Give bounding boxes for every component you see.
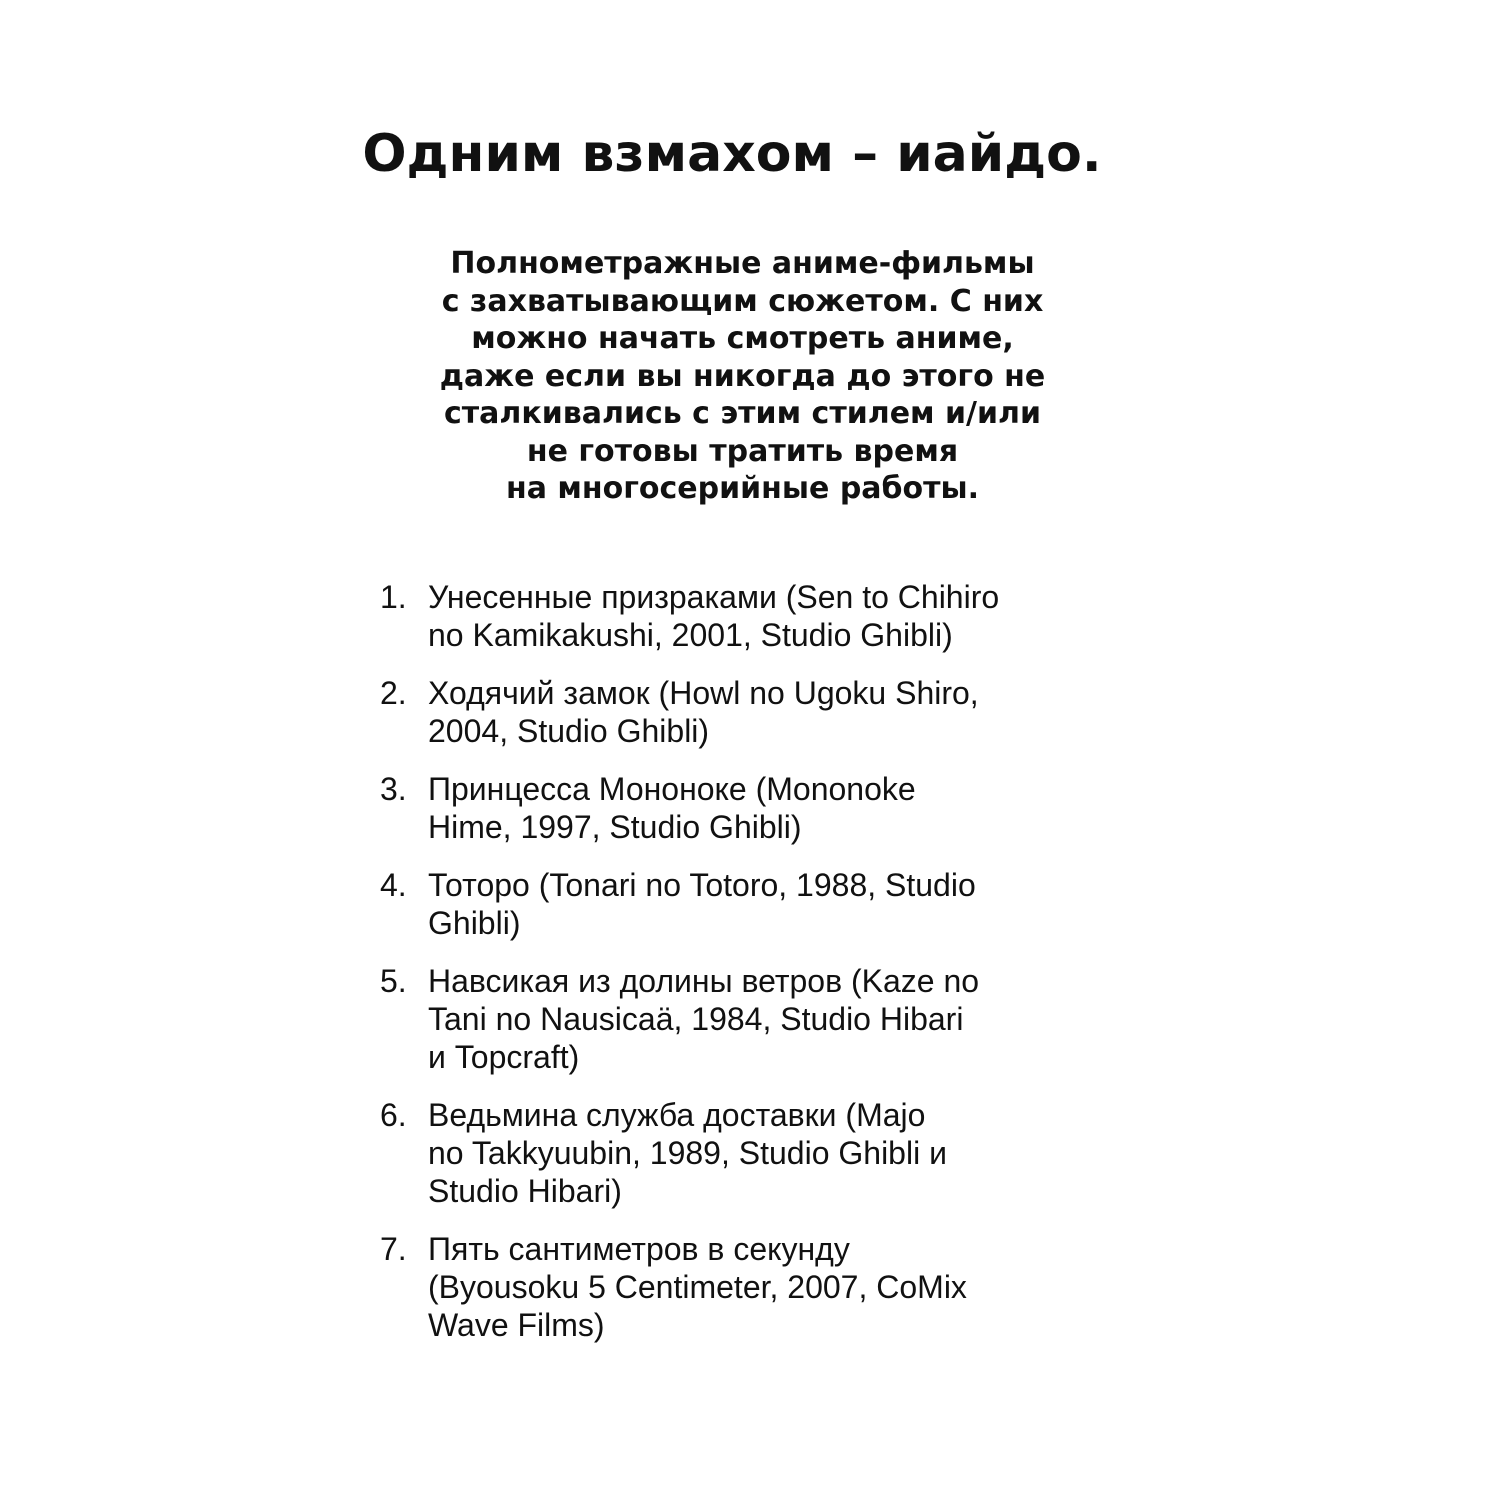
intro-line: с захватывающим сюжетом. С них bbox=[441, 283, 1044, 319]
list-item-line: no Takkyuubin, 1989, Studio Ghibli и bbox=[428, 1135, 947, 1171]
list-item-line: (Byousoku 5 Centimeter, 2007, CoMix bbox=[428, 1269, 967, 1305]
list-item-line: Навсикая из долины ветров (Kaze no bbox=[428, 963, 980, 999]
intro-line: не готовы тратить время bbox=[526, 433, 959, 469]
list-item-line: Тоторо (Tonari no Totoro, 1988, Studio bbox=[428, 867, 976, 903]
list-item bbox=[380, 962, 1120, 1076]
list-item-text bbox=[418, 674, 1120, 750]
list-item-number: 7. bbox=[380, 1231, 407, 1267]
list-item bbox=[380, 1230, 1120, 1344]
list-item-line: Принцесса Мононоке (Mononoke bbox=[428, 771, 916, 807]
list-item-line: Унесенные призраками (Sen to Chihiro bbox=[428, 579, 1000, 615]
film-list bbox=[380, 578, 1120, 1364]
list-item-text bbox=[418, 1096, 1120, 1210]
page-title: Одним взмахом – иайдо. bbox=[362, 124, 1102, 184]
intro-line: на многосерийные работы. bbox=[505, 471, 980, 506]
intro-line: даже если вы никогда до этого не bbox=[439, 358, 1046, 394]
list-item-number: 1. bbox=[380, 579, 407, 615]
list-item-text bbox=[418, 770, 1120, 846]
list-item-line: Ghibli) bbox=[428, 905, 521, 941]
intro-paragraph bbox=[340, 245, 1145, 508]
list-item-number: 4. bbox=[380, 867, 407, 903]
list-item bbox=[380, 1096, 1120, 1210]
list-item-line: Пять сантиметров в секунду bbox=[428, 1231, 850, 1267]
list-item bbox=[380, 578, 1120, 654]
list-item-line: Hime, 1997, Studio Ghibli) bbox=[428, 809, 802, 845]
list-item-line: Studio Hibari) bbox=[428, 1173, 622, 1209]
list-item-line: 2004, Studio Ghibli) bbox=[428, 713, 710, 749]
list-item-line: Ведьмина служба доставки (Majo bbox=[428, 1097, 926, 1133]
list-item-text bbox=[418, 866, 1120, 942]
list-item bbox=[380, 674, 1120, 750]
list-item-text bbox=[418, 962, 1120, 1076]
list-item-line: Wave Films) bbox=[428, 1307, 605, 1343]
list-item bbox=[380, 770, 1120, 846]
list-item-line: Tani no Nausicaä, 1984, Studio Hibari bbox=[428, 1001, 964, 1037]
list-item-text bbox=[418, 1230, 1120, 1344]
list-item-number: 5. bbox=[380, 963, 407, 999]
intro-line: Полнометражные аниме-фильмы bbox=[450, 246, 1035, 281]
list-item-number: 2. bbox=[380, 675, 407, 711]
list-item-line: Ходячий замок (Howl no Ugoku Shiro, bbox=[428, 675, 979, 711]
intro-line: сталкивались с этим стилем и/или bbox=[443, 396, 1042, 431]
list-item-number: 3. bbox=[380, 771, 407, 807]
intro-line: можно начать смотреть аниме, bbox=[471, 321, 1014, 356]
list-item-line: и Topcraft) bbox=[428, 1039, 580, 1075]
list-item-text bbox=[418, 578, 1120, 654]
list-item bbox=[380, 866, 1120, 942]
list-item-number: 6. bbox=[380, 1097, 407, 1133]
list-item-line: no Kamikakushi, 2001, Studio Ghibli) bbox=[428, 617, 953, 653]
